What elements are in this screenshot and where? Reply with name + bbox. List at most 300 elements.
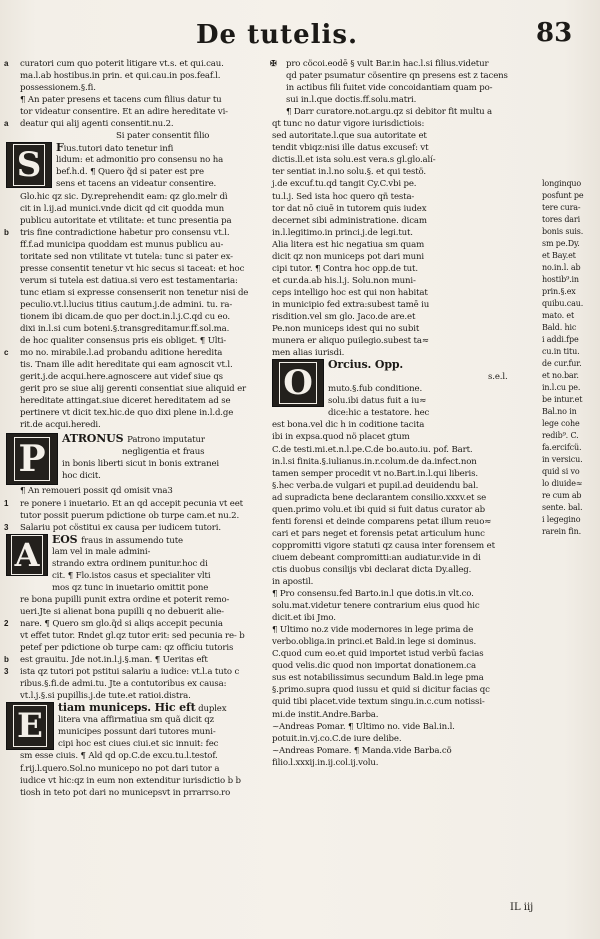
line-text: bonis suis.	[542, 227, 584, 236]
line-text: cu.in titu.	[542, 347, 580, 356]
text-line	[272, 733, 590, 745]
line-text: prin.§.ex	[542, 287, 576, 296]
line-text: i legegino	[542, 515, 581, 524]
line-text: re ponere i inuetario. Et an qd accepit pecunia vt eet	[20, 498, 243, 509]
left-intro	[6, 58, 262, 142]
text-line	[6, 311, 262, 323]
text-line	[6, 215, 262, 227]
line-text: lo diuide≈	[542, 479, 583, 488]
text-line	[6, 407, 262, 419]
line-text: ibi in expsa.quod nö placet gtum	[272, 432, 410, 443]
text-line	[328, 395, 538, 407]
text-line	[272, 636, 590, 648]
text-line	[542, 478, 600, 490]
text-line	[58, 702, 262, 714]
text-line	[272, 299, 538, 311]
decorated-initial-a: A	[6, 534, 48, 576]
margin-marker: ✠	[270, 59, 277, 68]
line-text: de hoc qualiter consensus pris eis obliget. ¶ Ulti-	[20, 336, 227, 347]
text-line	[272, 58, 590, 70]
text-line	[542, 178, 600, 190]
text-line	[6, 323, 262, 335]
line-text: cari et pars neget et forensis petat articulum hunc	[272, 528, 485, 539]
text-line	[6, 287, 262, 299]
text-line	[272, 251, 538, 263]
text-line	[6, 70, 262, 82]
line-text: cipi tutor. ¶ Contra hoc opp.de tut.	[272, 263, 418, 274]
text-line	[272, 721, 590, 733]
text-line	[542, 202, 600, 214]
text-line	[6, 395, 262, 407]
left-body-2	[6, 485, 262, 533]
line-text: solu.ibi datus fuit a iu≈	[328, 396, 427, 407]
right-middle	[272, 118, 538, 359]
line-text: munera er aliquo puilegio.subest ta≈	[272, 336, 429, 347]
line-text: tiam municeps. Hic eft	[58, 701, 196, 715]
text-line	[272, 275, 538, 287]
line-text: dicit.et ibi Jmo.	[272, 613, 336, 624]
text-line	[272, 540, 590, 552]
margin-marker: 3	[4, 667, 9, 677]
line-text: dictis.ll.et ista solu.est vera.s gl.glo.alí-	[272, 155, 436, 166]
line-text: Glo.hic qz sic. Dy.reprehendit eam: qz glo.melr dì	[20, 191, 228, 202]
line-text: be intur.et	[542, 395, 583, 404]
text-line	[58, 726, 262, 738]
text-line	[272, 70, 590, 82]
line-text: ff.f.ad municipa quoddam est munus publicu au-	[20, 239, 224, 250]
text-line	[6, 594, 262, 606]
line-text: Bal.no in	[542, 407, 577, 416]
text-line	[56, 178, 262, 190]
line-text: est bona.vel dic h in coditione tacita	[272, 420, 425, 431]
line-text: pro cöcoi.eodē § vult Bar.in hac.l.si filius.videtur	[286, 59, 489, 69]
text-line	[52, 546, 262, 558]
line-text: tere cura-	[542, 203, 581, 212]
text-line	[272, 612, 590, 624]
text-line	[272, 142, 538, 154]
text-line	[542, 406, 600, 418]
line-text: Pe.non municeps idest qui no subit	[272, 324, 420, 335]
text-line	[542, 334, 600, 346]
line-text: Si pater consentit filio	[116, 131, 210, 142]
line-text: litera vna affirmatiua sm quã dicit qz	[58, 715, 214, 726]
line-text: tunc etiam si expresse consenserit non tenetur nisi de	[20, 287, 249, 298]
text-line	[542, 250, 600, 262]
text-line	[272, 552, 590, 564]
text-line	[6, 203, 262, 215]
text-line	[6, 787, 262, 799]
text-line	[542, 346, 600, 358]
text-line	[542, 286, 600, 298]
text-line	[6, 383, 262, 395]
text-line	[272, 191, 538, 203]
line-text: ueri.Jte si alienat bona pupilli q no debuerit alie-	[20, 606, 224, 617]
text-line	[272, 287, 538, 299]
line-text: gerit.j.de acqui.here.agnoscere aut videf siue qs	[20, 372, 223, 383]
text-line	[272, 215, 538, 227]
line-text: ~Andreas Pomare. ¶ Manda.vide Barba.cö	[272, 745, 452, 756]
text-line	[542, 226, 600, 238]
line-text: Patrono imputatur	[127, 435, 205, 446]
line-text: posfunt pe	[542, 191, 584, 200]
margin-marker: 3	[4, 522, 9, 532]
line-text: filio.l.xxxij.in.ij.col.ij.volu.	[272, 757, 379, 768]
text-line	[272, 564, 590, 576]
line-text: lam vel in male admini-	[52, 546, 151, 557]
line-text: qt tunc no datur vigore iurisdictiois:	[272, 119, 425, 130]
text-line	[542, 502, 600, 514]
right-top	[272, 58, 590, 118]
line-text: sed autoritate.l.que sua autoritate et	[272, 131, 427, 142]
text-line	[6, 419, 262, 431]
line-text: quibu.cau.	[542, 299, 584, 308]
text-line	[542, 190, 600, 202]
line-text: i addi.fpe	[542, 335, 579, 344]
line-text: tendit vbiqz:nisi ille datus excusef: vt	[272, 143, 429, 154]
line-text: quid si vo	[542, 467, 580, 476]
text-line	[62, 458, 262, 470]
text-line	[272, 600, 590, 612]
line-text: men alias iurisdi.	[272, 348, 345, 359]
text-line	[542, 430, 600, 442]
margin-marker: 2	[4, 618, 9, 628]
margin-marker: a	[4, 119, 9, 129]
line-text: vt.l.j.§.si pupillis.j.de tute.et ratioi.distra.	[20, 691, 191, 702]
text-line	[542, 466, 600, 478]
text-line	[6, 275, 262, 287]
text-line	[52, 558, 262, 570]
line-text: C.de testi.mi.et.n.l.pe.C.de bo.auto.iu. pof. Bart.	[272, 444, 473, 455]
patronus-section	[6, 433, 262, 485]
line-text: in apostil.	[272, 577, 314, 588]
line-text: in.l.legitimo.in princi.j.de legi.tut.	[272, 227, 413, 238]
line-text: publicu autoritate et vtilitate: et tunc presentia pa	[20, 215, 232, 226]
text-line	[542, 442, 600, 454]
line-text: qd pater psumatur cösentire qn presens est z tacens	[286, 71, 508, 82]
line-text: verum si tutela est datiua.si vero est testamentaria:	[20, 275, 238, 286]
line-text: re cum ab	[542, 491, 582, 500]
line-text: de cur.fur.	[542, 359, 582, 368]
text-line	[62, 470, 262, 482]
decorated-initial-p: P	[6, 433, 58, 485]
text-line	[542, 274, 600, 286]
text-line	[272, 118, 538, 130]
text-line	[272, 94, 590, 106]
line-text: muto.§.fub conditione.	[328, 384, 423, 395]
text-line	[6, 775, 262, 787]
line-text: mato. et	[542, 311, 575, 320]
line-text: quod velis.dic quod non importat donationem.ca	[272, 661, 476, 672]
line-text: vt effet tutor. Rndet gl.qz tutor erit: sed pecunia re- b	[20, 631, 245, 642]
line-text: ma.l.ab hostibus.in prin. et qui.cau.in pos.feaf.l.	[20, 71, 221, 82]
margin-marker: 1	[4, 498, 9, 508]
text-line	[6, 678, 262, 690]
line-text: solu.mat.videtur tenere contrarium eius quod hic	[272, 601, 480, 612]
text-line	[6, 371, 262, 383]
decorated-initial-e: E	[6, 702, 54, 750]
line-text: f.rij.l.quero.Sol.no municepo no pot dari tutor a	[20, 763, 220, 774]
text-line	[6, 239, 262, 251]
line-text: quid tibi placet.vide textum singu.in.c.cum notissi-	[272, 697, 485, 708]
text-line	[272, 263, 538, 275]
text-line	[272, 624, 590, 636]
text-line	[6, 94, 262, 106]
line-text: tris fine contradictione habetur pro consensu vt.l.	[20, 227, 230, 238]
text-line	[542, 514, 600, 526]
text-line	[56, 166, 262, 178]
text-line	[328, 359, 538, 371]
text-line	[6, 58, 262, 70]
text-line	[6, 82, 262, 94]
line-text: est grauitu. Jde not.in.l.j.§.man. ¶ Ueritas eft	[20, 655, 208, 666]
line-text: toritate sed non vtilitate vt tutela: tunc si pater ex-	[20, 251, 233, 262]
line-text: C.quod cum eo.et quid importet istud verbū facias	[272, 649, 484, 660]
line-text: presse consentit tenetur vt hic secus si taceat: et hoc	[20, 263, 245, 274]
text-line	[58, 738, 262, 750]
line-text: et no.bar.	[542, 371, 579, 380]
line-text: hostib⁹.in	[542, 275, 579, 284]
folio-number: 83	[536, 18, 573, 48]
text-line: ATRONUS Patrono imputatur	[62, 432, 205, 446]
line-text: ¶ An remoueri possit qd omisit vna3	[20, 486, 173, 497]
line-text: ¶ Darr curatore.not.argu.qz si debitor fit multu a	[286, 107, 493, 118]
line-text: ribus.§.fi.de admi.tu. Jte a contutoribus ex causa:	[20, 679, 227, 690]
line-text: cipi hoc est ciues ciui.et sic innuit: fec	[58, 739, 219, 750]
line-text: bef.h.d. ¶ Quero q̃d si pater est pre	[56, 167, 204, 178]
text-line	[328, 371, 538, 383]
etiam-section	[6, 702, 262, 750]
text-line	[542, 298, 600, 310]
line-text: lidum: et admonitio pro consensu no ha	[56, 155, 224, 166]
line-text: §.primo.supra quod iussu et quid si dicitur facias qc	[272, 685, 490, 696]
line-text: risdition.vel sm glo. Jaco.de are.et	[272, 311, 416, 322]
line-text: ter sentiat in.l.no solu.§. et qui testö.	[272, 167, 427, 178]
decorated-initial-s: S	[6, 142, 52, 188]
text-line	[6, 630, 262, 642]
text-line	[272, 745, 590, 757]
text-line	[272, 347, 538, 359]
line-text: lege cohe	[542, 419, 580, 428]
margin-marker: b	[4, 227, 9, 237]
line-text: tores dari	[542, 215, 581, 224]
line-text: re bona pupilli punit extra ordine et poterit remo-	[20, 594, 230, 605]
line-text: in versicu.	[542, 455, 583, 464]
text-line	[6, 347, 262, 359]
line-text: et Bay.et	[542, 251, 576, 260]
text-line	[6, 227, 262, 239]
line-text: j.de excuf.tu.qd tangit Cy.C.vbi pe.	[272, 179, 417, 190]
line-text: in.l.cu pe.	[542, 383, 581, 392]
text-line	[542, 394, 600, 406]
line-text: peculio.vt.l.lucius titius cautum.j.de admini. tu. ra-	[20, 299, 233, 310]
text-line	[6, 763, 262, 775]
line-text: fa.ercifcü.	[542, 443, 582, 452]
line-text: dicit qz non municeps pot dari muni	[272, 251, 425, 262]
line-text: rarein fin.	[542, 527, 581, 536]
line-text: duplex	[198, 704, 227, 715]
line-text: nare. ¶ Quero sm glo.q̃d si aliqs accepit pecunia	[20, 618, 223, 629]
line-text: ista qz tutori pot pstitui salariu a iudice: vt.l.a tuto c	[20, 667, 240, 678]
text-line	[542, 382, 600, 394]
line-text: cit. ¶ Flo.istos casus et specialiter vlti	[52, 570, 211, 581]
margin-column	[542, 178, 600, 538]
line-text: potuit.in.vj.co.C.de iure delibe.	[272, 733, 402, 744]
text-line	[52, 570, 262, 582]
text-line	[272, 82, 590, 94]
text-line	[542, 370, 600, 382]
line-text: municipes possunt dari tutores muni-	[58, 727, 216, 738]
text-line	[542, 322, 600, 334]
line-text: dice:hic a testatore. hec	[328, 408, 430, 419]
line-text: no.in.l. ab	[542, 263, 581, 272]
text-line	[542, 454, 600, 466]
eos-section	[6, 534, 262, 594]
line-text: et cur.da.ab his.l.j. Solu.non muni-	[272, 275, 416, 286]
line-text: ceps intelligo hoc est qui non habitat	[272, 287, 428, 298]
line-text: Alia litera est hic negatiua sm quam	[272, 239, 425, 250]
text-line	[6, 130, 262, 142]
text-line	[6, 299, 262, 311]
text-line	[272, 709, 590, 721]
text-line	[6, 263, 262, 275]
line-text: tamen semper procedit vt no.Bart.in.l.qui liberis.	[272, 468, 478, 479]
line-text: verbo.obliga.in princi.et Bald.in lege si dominus.	[272, 637, 477, 648]
line-text: sus est notabilissimus secundum Bald.in lege pma	[272, 673, 484, 684]
running-header	[0, 14, 600, 58]
line-text: coppromitti vigore statuti qz causa inter forensem et	[272, 540, 495, 551]
line-text: sm pe.Dy.	[542, 239, 580, 248]
line-text: mi.de instit.Andre.Barba.	[272, 709, 379, 720]
line-text: ¶ Pro consensu.fed Barto.in.l que dotis.in vlt.co.	[272, 589, 474, 600]
text-line	[272, 203, 538, 215]
text-line	[542, 526, 600, 538]
text-line	[272, 178, 538, 190]
text-line	[52, 582, 262, 594]
text-line	[272, 130, 538, 142]
text-line	[6, 618, 262, 630]
line-text: §.hec verba.de vulgari et pupil.ad deuidendu bal.	[272, 480, 479, 491]
text-line	[6, 335, 262, 347]
text-line	[542, 262, 600, 274]
line-text: Bald. hic	[542, 323, 577, 332]
margin-marker: c	[4, 348, 9, 358]
text-line	[6, 251, 262, 263]
orcus-section	[272, 359, 538, 419]
line-text: ¶ An pater presens et tacens cum filius datur tu	[20, 95, 222, 106]
text-line	[6, 191, 262, 203]
line-text: s.e.l.	[488, 372, 508, 383]
text-line	[272, 696, 590, 708]
text-line	[272, 154, 538, 166]
text-line	[6, 510, 262, 522]
line-text: negligentia et fraus	[122, 446, 205, 457]
text-line	[6, 654, 262, 666]
line-text: fraus in assumendo tute	[81, 535, 183, 546]
line-text: rit.de acqui.heredi.	[20, 420, 101, 431]
line-text: tor videatur consentire. Et an adire hereditate vi-	[20, 107, 228, 118]
line-text: decernet sibi administratione. dicam	[272, 215, 427, 226]
text-line	[272, 660, 590, 672]
line-text: in.l.si finita.§.iulianus.in.r.colum.de da.infect.non	[272, 456, 477, 467]
text-line	[56, 154, 262, 166]
text-line	[272, 227, 538, 239]
line-text: redib⁹. C.	[542, 431, 579, 440]
left-body-3	[6, 594, 262, 702]
text-line	[6, 522, 262, 534]
line-text: tis. Tnam ille adit hereditate qui eam agnoscit vt.l.	[20, 360, 233, 371]
line-text: tu.l.j. Sed ista hoc quero qñ testa-	[272, 191, 415, 202]
line-text: in municipio fed extra:subest tamē iu	[272, 299, 430, 310]
text-line	[6, 359, 262, 371]
line-text: sens et tacens an videatur consentire.	[56, 179, 217, 190]
line-text: fenti forensi et deinde comparens petat illum reuo≈	[272, 516, 492, 527]
text-line	[6, 118, 262, 130]
text-line	[542, 418, 600, 430]
left-body-1	[6, 203, 262, 432]
text-line	[328, 383, 538, 395]
line-text: tiosh in teto pot dari no municepsvt in prrarrso.ro	[20, 787, 231, 798]
line-text: longinquo	[542, 179, 582, 188]
text-line	[272, 311, 538, 323]
text-line	[272, 576, 590, 588]
text-line	[6, 106, 262, 118]
filius-section	[6, 142, 262, 190]
line-text: iudice vt hic:qz in eum non extenditur iurisdictio b b	[20, 775, 241, 786]
text-line: Fius.tutori dato tenetur infi	[56, 141, 174, 155]
line-text: deatur qui alij agenti consentit.nu.2.	[20, 119, 174, 130]
line-text: ad supradicta bene declarantem consilio.xxxv.et se	[272, 492, 487, 503]
line-text: cit in l.ij.ad munici.vnde dicit qd cit quodda mun	[20, 203, 224, 214]
line-text: tionem ibi dicam.de quo per doct.in.l.j.C.qd cu eo.	[20, 311, 230, 322]
line-text: Orcius. Opp.	[328, 358, 404, 372]
line-text: sui in.l.que doctis.ff.solu.matri.	[286, 95, 417, 106]
text-line	[272, 648, 590, 660]
line-text: petef per pdictione ob turpe cam: qz officiu tutoris	[20, 643, 234, 654]
text-line	[6, 642, 262, 654]
line-text: Salariu pot cöstitui ex causa per iudicem tutori.	[20, 522, 221, 533]
text-line	[272, 672, 590, 684]
text-line	[272, 166, 538, 178]
text-line	[272, 335, 538, 347]
line-text: quen.primo volu.et ibi quid si fuit datus curator ab	[272, 504, 486, 515]
text-line	[272, 323, 538, 335]
line-text: mo no. mirabile.l.ad probandu aditione heredita	[20, 348, 223, 359]
text-line: EOS fraus in assumendo tute	[52, 532, 183, 546]
line-text: strando extra ordinem punitur.hoc di	[52, 558, 208, 569]
line-text: sente. bal.	[542, 503, 583, 512]
text-line	[58, 714, 262, 726]
signature-mark: IL iij	[510, 902, 534, 913]
line-text: tutor possit puerum pdictione ob turpe cam.et nu.2.	[20, 510, 240, 521]
text-line	[328, 407, 538, 419]
text-line	[272, 684, 590, 696]
margin-marker: b	[4, 655, 9, 665]
page-title: De tutelis.	[196, 20, 359, 50]
line-text: in actibus fili fuitet vide concoidantiam quam po-	[286, 83, 493, 94]
text-line	[6, 750, 262, 762]
line-text: ~Andreas Pomar. ¶ Ultimo no. vide Bal.in.l.	[272, 721, 455, 732]
line-text: gerit pro se siue alij gerenti consentiat siue aliquid er	[20, 384, 247, 395]
text-line	[6, 485, 262, 497]
text-line	[6, 498, 262, 510]
line-text: sm esse ciuis. ¶ Ald qd op.C.de excu.tu.l.testof.	[20, 751, 218, 762]
line-text: pertinere vt dicit tex.hic.de quo dixi plene in.l.d.ge	[20, 408, 234, 419]
text-line	[542, 310, 600, 322]
text-line	[272, 239, 538, 251]
left-column	[6, 58, 262, 799]
line-text: dixi in.l.si cum boteni.§.transgreditamur.ff.sol.ma.	[20, 324, 230, 335]
text-line	[62, 446, 262, 458]
